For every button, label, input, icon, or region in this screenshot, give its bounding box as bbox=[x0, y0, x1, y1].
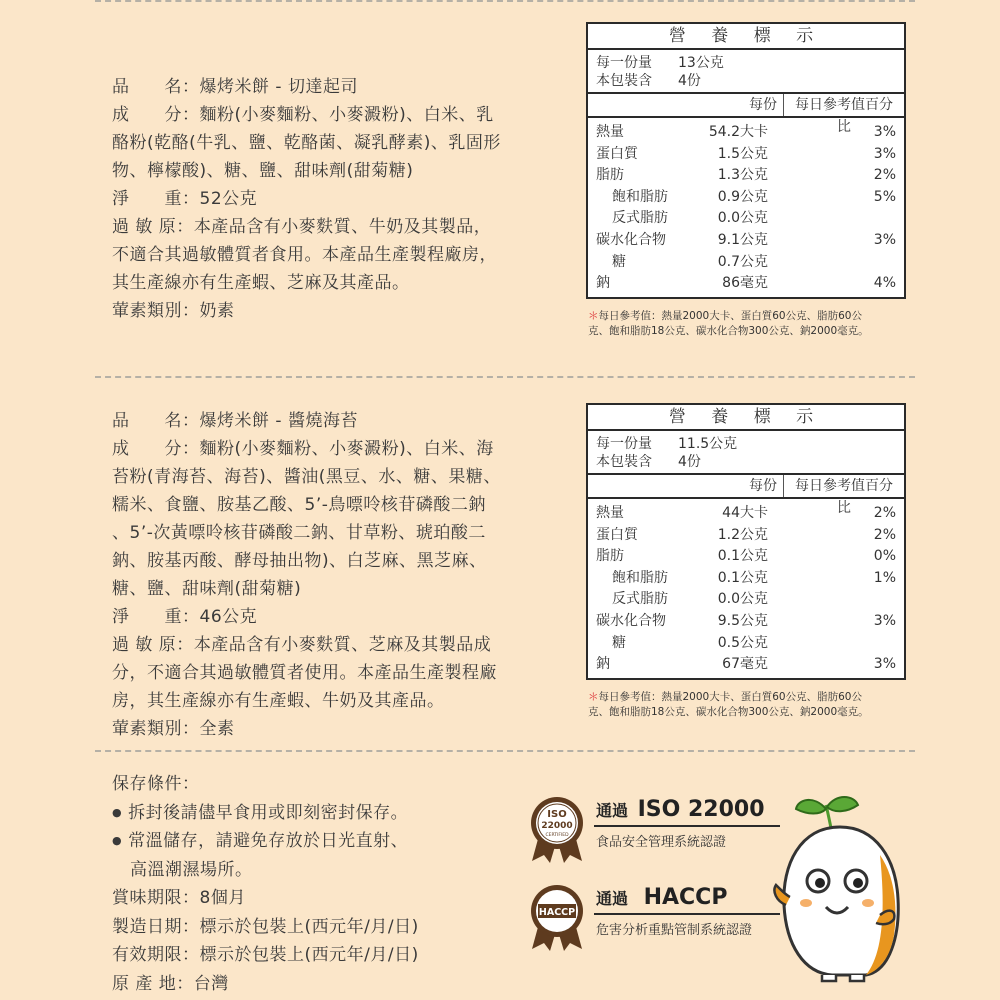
serving-size-label: 每一份量 bbox=[596, 55, 652, 71]
nutrient-daily-pct: 3% bbox=[873, 656, 896, 673]
nutrient-amount: 67毫克 bbox=[722, 656, 768, 673]
nutrient-amount: 0.5公克 bbox=[717, 634, 768, 651]
storage-heading: 保存條件： bbox=[112, 774, 200, 794]
nutrient-name: 脂肪 bbox=[596, 548, 624, 565]
serving-info bbox=[588, 431, 904, 473]
nutrient-name: 糖 bbox=[612, 634, 626, 651]
haccp-underline bbox=[594, 913, 780, 915]
serving-size-value: 11.5公克 bbox=[678, 436, 738, 452]
field-label: 過 敏 原： bbox=[112, 217, 194, 237]
nutrient-amount: 0.0公克 bbox=[717, 210, 768, 227]
nutrition-row bbox=[588, 122, 904, 144]
nutrient-amount: 9.5公克 bbox=[717, 612, 768, 629]
nutrient-amount: 0.0公克 bbox=[717, 591, 768, 608]
divider-bottom bbox=[95, 750, 915, 752]
servings-per-pack-value: 4份 bbox=[678, 73, 701, 89]
nutrient-name: 熱量 bbox=[596, 505, 624, 521]
nutrient-daily-pct: 5% bbox=[873, 188, 896, 205]
serving-info bbox=[588, 50, 904, 92]
nutrient-name: 鈉 bbox=[596, 275, 610, 292]
nutrition-row bbox=[588, 654, 904, 676]
svg-text:22000: 22000 bbox=[541, 821, 573, 831]
manufacture-date: 製造日期：標示於包裝上(西元年/月/日) bbox=[112, 916, 419, 937]
field-value: 爆烤米餅 - 切達起司 bbox=[199, 77, 358, 97]
field-value-continued: 糯米、食鹽、胺基乙酸、5’-鳥嘌呤核苷磷酸二鈉 bbox=[112, 495, 486, 515]
field-value: 全素 bbox=[199, 719, 235, 739]
nutrient-amount: 54.2大卡 bbox=[708, 124, 768, 140]
storage-section bbox=[112, 770, 419, 998]
servings-per-pack-value: 4份 bbox=[678, 454, 701, 470]
field-label: 成 分： bbox=[112, 439, 200, 459]
nutrient-daily-pct: 0% bbox=[873, 548, 896, 565]
haccp-title bbox=[596, 885, 727, 910]
nutrient-name: 反式脂肪 bbox=[612, 210, 668, 227]
product-info-1 bbox=[112, 73, 562, 325]
nutrient-daily-pct: 4% bbox=[873, 275, 896, 292]
nutrient-name: 熱量 bbox=[596, 124, 624, 140]
nutrition-row bbox=[588, 187, 904, 209]
serving-size-label: 每一份量 bbox=[596, 436, 652, 452]
nutrient-daily-pct bbox=[768, 633, 904, 655]
nutrient-daily-pct: 3% bbox=[873, 612, 896, 629]
field-value: 奶素 bbox=[199, 301, 235, 321]
field-value-continued: 分，不適合其過敏體質者使用。本產品生產製程廠 bbox=[112, 663, 497, 683]
product-field bbox=[112, 603, 562, 631]
footnote-line-1 bbox=[588, 690, 906, 705]
storage-bullet-2: ● 常溫儲存，請避免存放於日光直射、 bbox=[112, 827, 419, 856]
iso-prefix: 通過 bbox=[596, 801, 629, 820]
storage-bullet-1: ● 拆封後請儘早食用或即刻密封保存。 bbox=[112, 799, 419, 828]
field-value-continued: 糖、鹽、甜味劑(甜菊糖) bbox=[112, 579, 302, 599]
nutrition-row bbox=[588, 273, 904, 295]
nutrient-amount: 1.2公克 bbox=[717, 526, 768, 543]
nutrition-row bbox=[588, 589, 904, 611]
field-label: 淨 重： bbox=[112, 189, 200, 209]
servings-per-pack-row bbox=[596, 72, 896, 90]
nutrition-panel-2 bbox=[586, 403, 906, 720]
nutrient-daily-pct: 2% bbox=[873, 505, 896, 521]
field-label: 葷素類別： bbox=[112, 301, 200, 321]
nutrient-name: 飽和脂肪 bbox=[612, 569, 668, 586]
field-value-continued: 酪粉(乾酪(牛乳、鹽、乾酪菌、凝乳酵素)、乳固形 bbox=[112, 133, 501, 153]
nutrition-footnote bbox=[586, 309, 906, 339]
svg-text:HACCP: HACCP bbox=[538, 907, 576, 918]
per-serving-header: 每份 bbox=[749, 97, 777, 113]
product-field bbox=[112, 631, 562, 659]
serving-size-row bbox=[596, 54, 896, 72]
nutrition-row bbox=[588, 165, 904, 187]
nutrition-table bbox=[586, 22, 906, 299]
field-label: 品 名： bbox=[112, 77, 200, 97]
field-value-continued: 苔粉(青海苔、海苔)、醬油(黑豆、水、糖、果糖、 bbox=[112, 467, 501, 487]
nutrition-table bbox=[586, 403, 906, 680]
field-value: 本產品含有小麥麩質、芝麻及其製品成 bbox=[193, 635, 492, 655]
nutrient-daily-pct bbox=[768, 208, 904, 230]
haccp-prefix: 通過 bbox=[596, 889, 629, 908]
nutrient-name: 蛋白質 bbox=[596, 145, 638, 162]
field-value-continued: 不適合其過敏體質者食用。本產品生產製程廠房， bbox=[112, 245, 497, 265]
nutrition-rows bbox=[588, 118, 904, 297]
nutrient-name: 蛋白質 bbox=[596, 526, 638, 543]
field-label: 品 名： bbox=[112, 411, 200, 431]
nutrient-daily-pct: 3% bbox=[873, 231, 896, 248]
nutrition-row bbox=[588, 525, 904, 547]
field-label: 成 分： bbox=[112, 105, 200, 125]
nutrition-row bbox=[588, 252, 904, 274]
field-value: 46公克 bbox=[199, 607, 258, 627]
field-value-continued: 鈉、胺基丙酸、酵母抽出物)、白芝麻、黑芝麻、 bbox=[112, 551, 487, 571]
nutrient-name: 碳水化合物 bbox=[596, 231, 666, 248]
nutrition-panel-1 bbox=[586, 22, 906, 339]
nutrition-title: 營 養 標 示 bbox=[588, 405, 904, 431]
serving-size-row bbox=[596, 435, 896, 453]
footnote-star: ＊ bbox=[588, 309, 599, 322]
footnote-line-1 bbox=[588, 309, 906, 324]
product-field bbox=[112, 185, 562, 213]
nutrition-row bbox=[588, 230, 904, 252]
nutrition-row bbox=[588, 546, 904, 568]
footnote-line-2: 克、飽和脂肪18公克、碳水化合物300公克、鈉2000毫克。 bbox=[588, 324, 869, 337]
field-value: 麵粉(小麥麵粉、小麥澱粉)、白米、海 bbox=[199, 439, 494, 459]
nutrient-amount: 0.1公克 bbox=[717, 548, 768, 565]
nutrition-row bbox=[588, 633, 904, 655]
nutrient-name: 糖 bbox=[612, 253, 626, 270]
servings-per-pack-row bbox=[596, 453, 896, 471]
haccp-certification bbox=[528, 883, 768, 953]
serving-size-value: 13公克 bbox=[678, 55, 724, 71]
nutrient-daily-pct bbox=[768, 252, 904, 274]
field-label: 過 敏 原： bbox=[112, 635, 194, 655]
field-value: 本產品含有小麥麩質、牛奶及其製品， bbox=[193, 217, 492, 237]
nutrient-name: 飽和脂肪 bbox=[612, 188, 668, 205]
nutrient-amount: 86毫克 bbox=[722, 275, 768, 292]
nutrition-rows bbox=[588, 499, 904, 678]
nutrient-name: 反式脂肪 bbox=[612, 591, 668, 608]
product-field bbox=[112, 435, 562, 463]
footnote-star: ＊ bbox=[588, 690, 599, 703]
nutrient-amount: 0.9公克 bbox=[717, 188, 768, 205]
nutrient-daily-pct bbox=[768, 589, 904, 611]
nutrient-name: 鈉 bbox=[596, 656, 610, 673]
nutrition-row bbox=[588, 144, 904, 166]
nutrient-name: 脂肪 bbox=[596, 167, 624, 184]
field-value-continued: 其生產線亦有生產蝦、芝麻及其產品。 bbox=[112, 273, 410, 293]
field-value: 爆烤米餅 - 醬燒海苔 bbox=[199, 411, 358, 431]
svg-text:ISO: ISO bbox=[547, 809, 567, 820]
iso-underline bbox=[594, 825, 780, 827]
servings-per-pack-label: 本包裝含 bbox=[596, 454, 652, 470]
nutrient-amount: 0.1公克 bbox=[717, 569, 768, 586]
nutrient-daily-pct: 3% bbox=[873, 124, 896, 140]
iso-badge-icon bbox=[528, 795, 586, 865]
product-field bbox=[112, 213, 562, 241]
divider-top bbox=[95, 0, 915, 2]
product-info-2 bbox=[112, 407, 562, 743]
nutrition-footnote bbox=[586, 690, 906, 720]
iso-certification bbox=[528, 795, 768, 865]
nutrient-amount: 1.3公克 bbox=[717, 167, 768, 184]
svg-text:CERTIFIED: CERTIFIED bbox=[545, 833, 569, 838]
origin: 原 產 地：台灣 bbox=[112, 973, 229, 994]
iso-name: ISO 22000 bbox=[637, 797, 765, 822]
rice-mascot-icon bbox=[770, 795, 910, 985]
iso-subtitle: 食品安全管理系統認證 bbox=[596, 835, 727, 850]
nutrition-row bbox=[588, 503, 904, 525]
product-field bbox=[112, 73, 562, 101]
nutrient-daily-pct: 2% bbox=[873, 526, 896, 543]
haccp-badge-icon bbox=[528, 883, 586, 953]
haccp-subtitle: 危害分析重點管制系統認證 bbox=[596, 923, 753, 938]
footnote-line-2: 克、飽和脂肪18公克、碳水化合物300公克、鈉2000毫克。 bbox=[588, 705, 869, 718]
nutrition-row bbox=[588, 208, 904, 230]
field-value-continued: 物、檸檬酸)、糖、鹽、甜味劑(甜菊糖) bbox=[112, 161, 414, 181]
footnote-text-1: 每日參考值：熱量2000大卡、蛋白質60公克、脂肪60公 bbox=[598, 690, 862, 703]
iso-title bbox=[596, 797, 765, 822]
nutrient-daily-pct: 3% bbox=[873, 145, 896, 162]
field-value-continued: 房，其生產線亦有生產蝦、牛奶及其產品。 bbox=[112, 691, 445, 711]
haccp-name: HACCP bbox=[643, 885, 728, 910]
product-field bbox=[112, 715, 562, 743]
nutrient-amount: 1.5公克 bbox=[717, 145, 768, 162]
product-field bbox=[112, 101, 562, 129]
field-label: 淨 重： bbox=[112, 607, 200, 627]
nutrient-daily-pct: 2% bbox=[873, 167, 896, 184]
field-value: 麵粉(小麥麵粉、小麥澱粉)、白米、乳 bbox=[199, 105, 494, 125]
nutrient-amount: 9.1公克 bbox=[717, 231, 768, 248]
servings-per-pack-label: 本包裝含 bbox=[596, 73, 652, 89]
storage-bullet-2-cont: 高溫潮濕場所。 bbox=[130, 859, 253, 880]
nutrition-title: 營 養 標 示 bbox=[588, 24, 904, 50]
footnote-text-1: 每日參考值：熱量2000大卡、蛋白質60公克、脂肪60公 bbox=[598, 309, 862, 322]
field-value-continued: 、5’-次黃嘌呤核苷磷酸二鈉、甘草粉、琥珀酸二 bbox=[112, 523, 486, 543]
expiry-date: 有效期限：標示於包裝上(西元年/月/日) bbox=[112, 945, 419, 965]
per-serving-header: 每份 bbox=[749, 478, 777, 494]
shelf-life: 賞味期限：8個月 bbox=[112, 888, 246, 908]
nutrient-amount: 44大卡 bbox=[722, 505, 768, 521]
nutrition-row bbox=[588, 611, 904, 633]
daily-value-header: 每日參考值百分比 bbox=[783, 94, 904, 116]
product-field bbox=[112, 407, 562, 435]
product-field bbox=[112, 297, 562, 325]
nutrient-amount: 0.7公克 bbox=[717, 253, 768, 270]
nutrient-name: 碳水化合物 bbox=[596, 612, 666, 629]
field-value: 52公克 bbox=[199, 189, 258, 209]
field-label: 葷素類別： bbox=[112, 719, 200, 739]
nutrition-row bbox=[588, 568, 904, 590]
divider-middle bbox=[95, 376, 915, 378]
daily-value-header: 每日參考值百分比 bbox=[783, 475, 904, 497]
nutrient-daily-pct: 1% bbox=[873, 569, 896, 586]
